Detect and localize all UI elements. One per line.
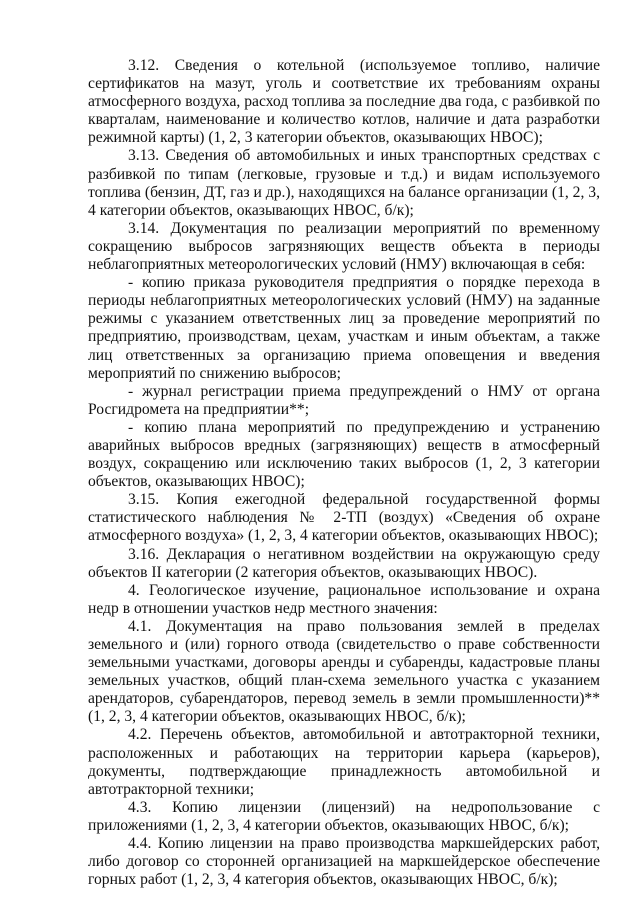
document-page [88, 57, 600, 889]
paragraph-3-14: 3.14. Документация по реализации мероприятий по временному сокращению выбросов загрязняющих веществ объекта в периоды неблагоприятных метеорологических условий (НМУ) включающая в себя: [88, 219, 600, 274]
paragraph-3-12: 3.12. Сведения о котельной (используемое топливо, наличие сертификатов на мазут, уголь и соответствие их требованиям охраны атмосферного воздуха, расход топлива за последние два года, с разбивкой по кварталам, наименование и количество котлов, наличие и дата разработки режимной карты) (1, 2, 3 категории объектов, оказывающих НВОС); [88, 57, 600, 147]
paragraph-4-4: 4.4. Копию лицензии на право производства маркшейдерских работ, либо договор со сторонней организацией на маркшейдерское обеспечение горных работ (1, 2, 3, 4 категория объектов, оказывающих НВОС, б/к); [88, 835, 600, 889]
paragraph-4-3: 4.3. Копию лицензии (лицензий) на недропользование с приложениями (1, 2, 3, 4 категории объектов, оказывающих НВОС, б/к); [88, 798, 600, 834]
list-item-journal: - журнал регистрации приема предупреждений о НМУ от органа Росгидромета на предприятии**; [88, 382, 600, 418]
list-item-order-copy: - копию приказа руководителя предприятия о порядке перехода в периоды неблагоприятных метеорологических условий (НМУ) на заданные режимы с указанием ответственных лиц за проведение мероприятий по предприятию, производствам, цехам, участкам и иным объектам, а также лиц ответственных за организацию приема оповещения и введения мероприятий по снижению выбросов; [88, 274, 600, 382]
paragraph-3-13: 3.13. Сведения об автомобильных и иных транспортных средствах с разбивкой по типам (легковые, грузовые и т.д.) и видам используемого топлива (бензин, ДТ, газ и др.), находящихся на балансе организации (1, 2, 3, 4 категории объектов, оказывающих НВОС, б/к); [88, 147, 600, 219]
paragraph-4-2: 4.2. Перечень объектов, автомобильной и автотракторной техники, расположенных и работающих на территории карьера (карьеров), документы, подтверждающие принадлежность автомобильной и автотракторной техники; [88, 726, 600, 798]
section-4-heading: 4. Геологическое изучение, рациональное использование и охрана недр в отношении участков недр местного значения: [88, 581, 600, 617]
paragraph-3-16: 3.16. Декларация о негативном воздействии на окружающую среду объектов II категории (2 категория объектов, оказывающих НВОС). [88, 545, 600, 581]
list-item-plan-copy: - копию плана мероприятий по предупреждению и устранению аварийных выбросов вредных (загрязняющих) веществ в атмосферный воздух, сокращению или исключению таких выбросов (1, 2, 3 категории объектов, оказывающих НВОС); [88, 418, 600, 491]
paragraph-4-1: 4.1. Документация на право пользования землей в пределах земельного и (или) горного отвода (свидетельство о праве собственности земельными участками, договоры аренды и субаренды, кадастровые планы земельных участков, общий план-схема земельного участка с указанием арендаторов, субарендаторов, перевод земель в земли промышленности)** (1, 2, 3, 4 категории объектов, оказывающих НВОС, б/к); [88, 617, 600, 726]
paragraph-3-15: 3.15. Копия ежегодной федеральной государственной формы статистического наблюдения № 2-ТП (воздух) «Сведения об охране атмосферного воздуха» (1, 2, 3, 4 категории объектов, оказывающих НВОС); [88, 491, 600, 545]
